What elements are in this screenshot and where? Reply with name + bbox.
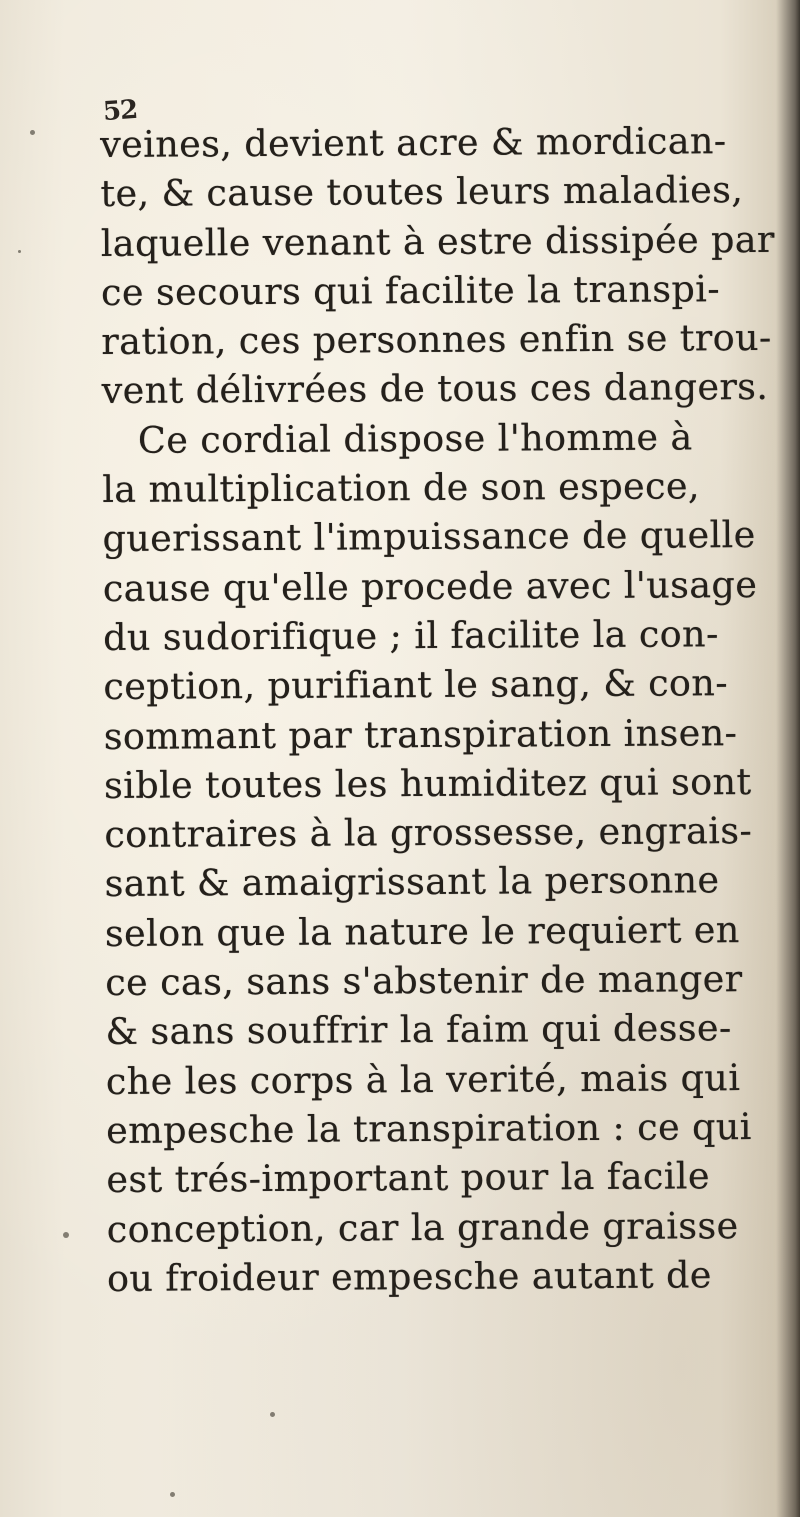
text-line: Ce cordial dispose l'homme à [137, 415, 693, 462]
body-text [100, 116, 797, 1303]
text-line: cause qu'elle procede avec l'usage [102, 562, 758, 610]
text-line: veines, devient acre & mordican- [100, 119, 727, 166]
text-line: sible toutes les humiditez qui sont [103, 759, 752, 807]
ink-speck [30, 130, 35, 135]
text-line: conception, car la grande graisse [106, 1203, 739, 1251]
text-line: empesche la transpiration : ce qui [106, 1104, 752, 1152]
text-line: selon que la nature le requiert en [104, 907, 740, 955]
text-line: ou froideur empesche autant de [106, 1253, 712, 1300]
text-line: ce cas, sans s'abstenir de manger [105, 957, 743, 1005]
ink-speck [170, 1492, 175, 1497]
text-line: laquelle venant à estre dissipée par [100, 217, 775, 265]
text-line: du sudorifique ; il facilite la con- [103, 612, 719, 659]
page-number: 52 [101, 94, 139, 128]
text-line: ce secours qui facilite la transpi- [100, 267, 721, 314]
text-line: & sans souffrir la faim qui desse- [105, 1006, 732, 1054]
text-line: ception, purifiant le sang, & con- [103, 661, 729, 709]
text-line: che les corps à la verité, mais qui [105, 1055, 741, 1103]
text-line: te, & cause toutes leurs maladies, [100, 168, 744, 216]
text-line: la multiplication de son espece, [102, 464, 701, 512]
text-line: contraires à la grossesse, engrais- [104, 809, 753, 857]
text-line: sant & amaigrissant la personne [104, 858, 720, 906]
ink-speck [18, 250, 21, 253]
ink-speck [270, 1412, 275, 1417]
text-line: guerissant l'impuissance de quelle [102, 513, 756, 561]
text-line: vent délivrées de tous ces dangers. [101, 365, 769, 413]
text-line: ration, ces personnes enfin se trou- [101, 316, 772, 364]
text-line: est trés-important pour la facile [106, 1154, 711, 1202]
text-line: sommant par transpiration insen- [103, 710, 738, 758]
ink-speck [63, 1232, 69, 1238]
